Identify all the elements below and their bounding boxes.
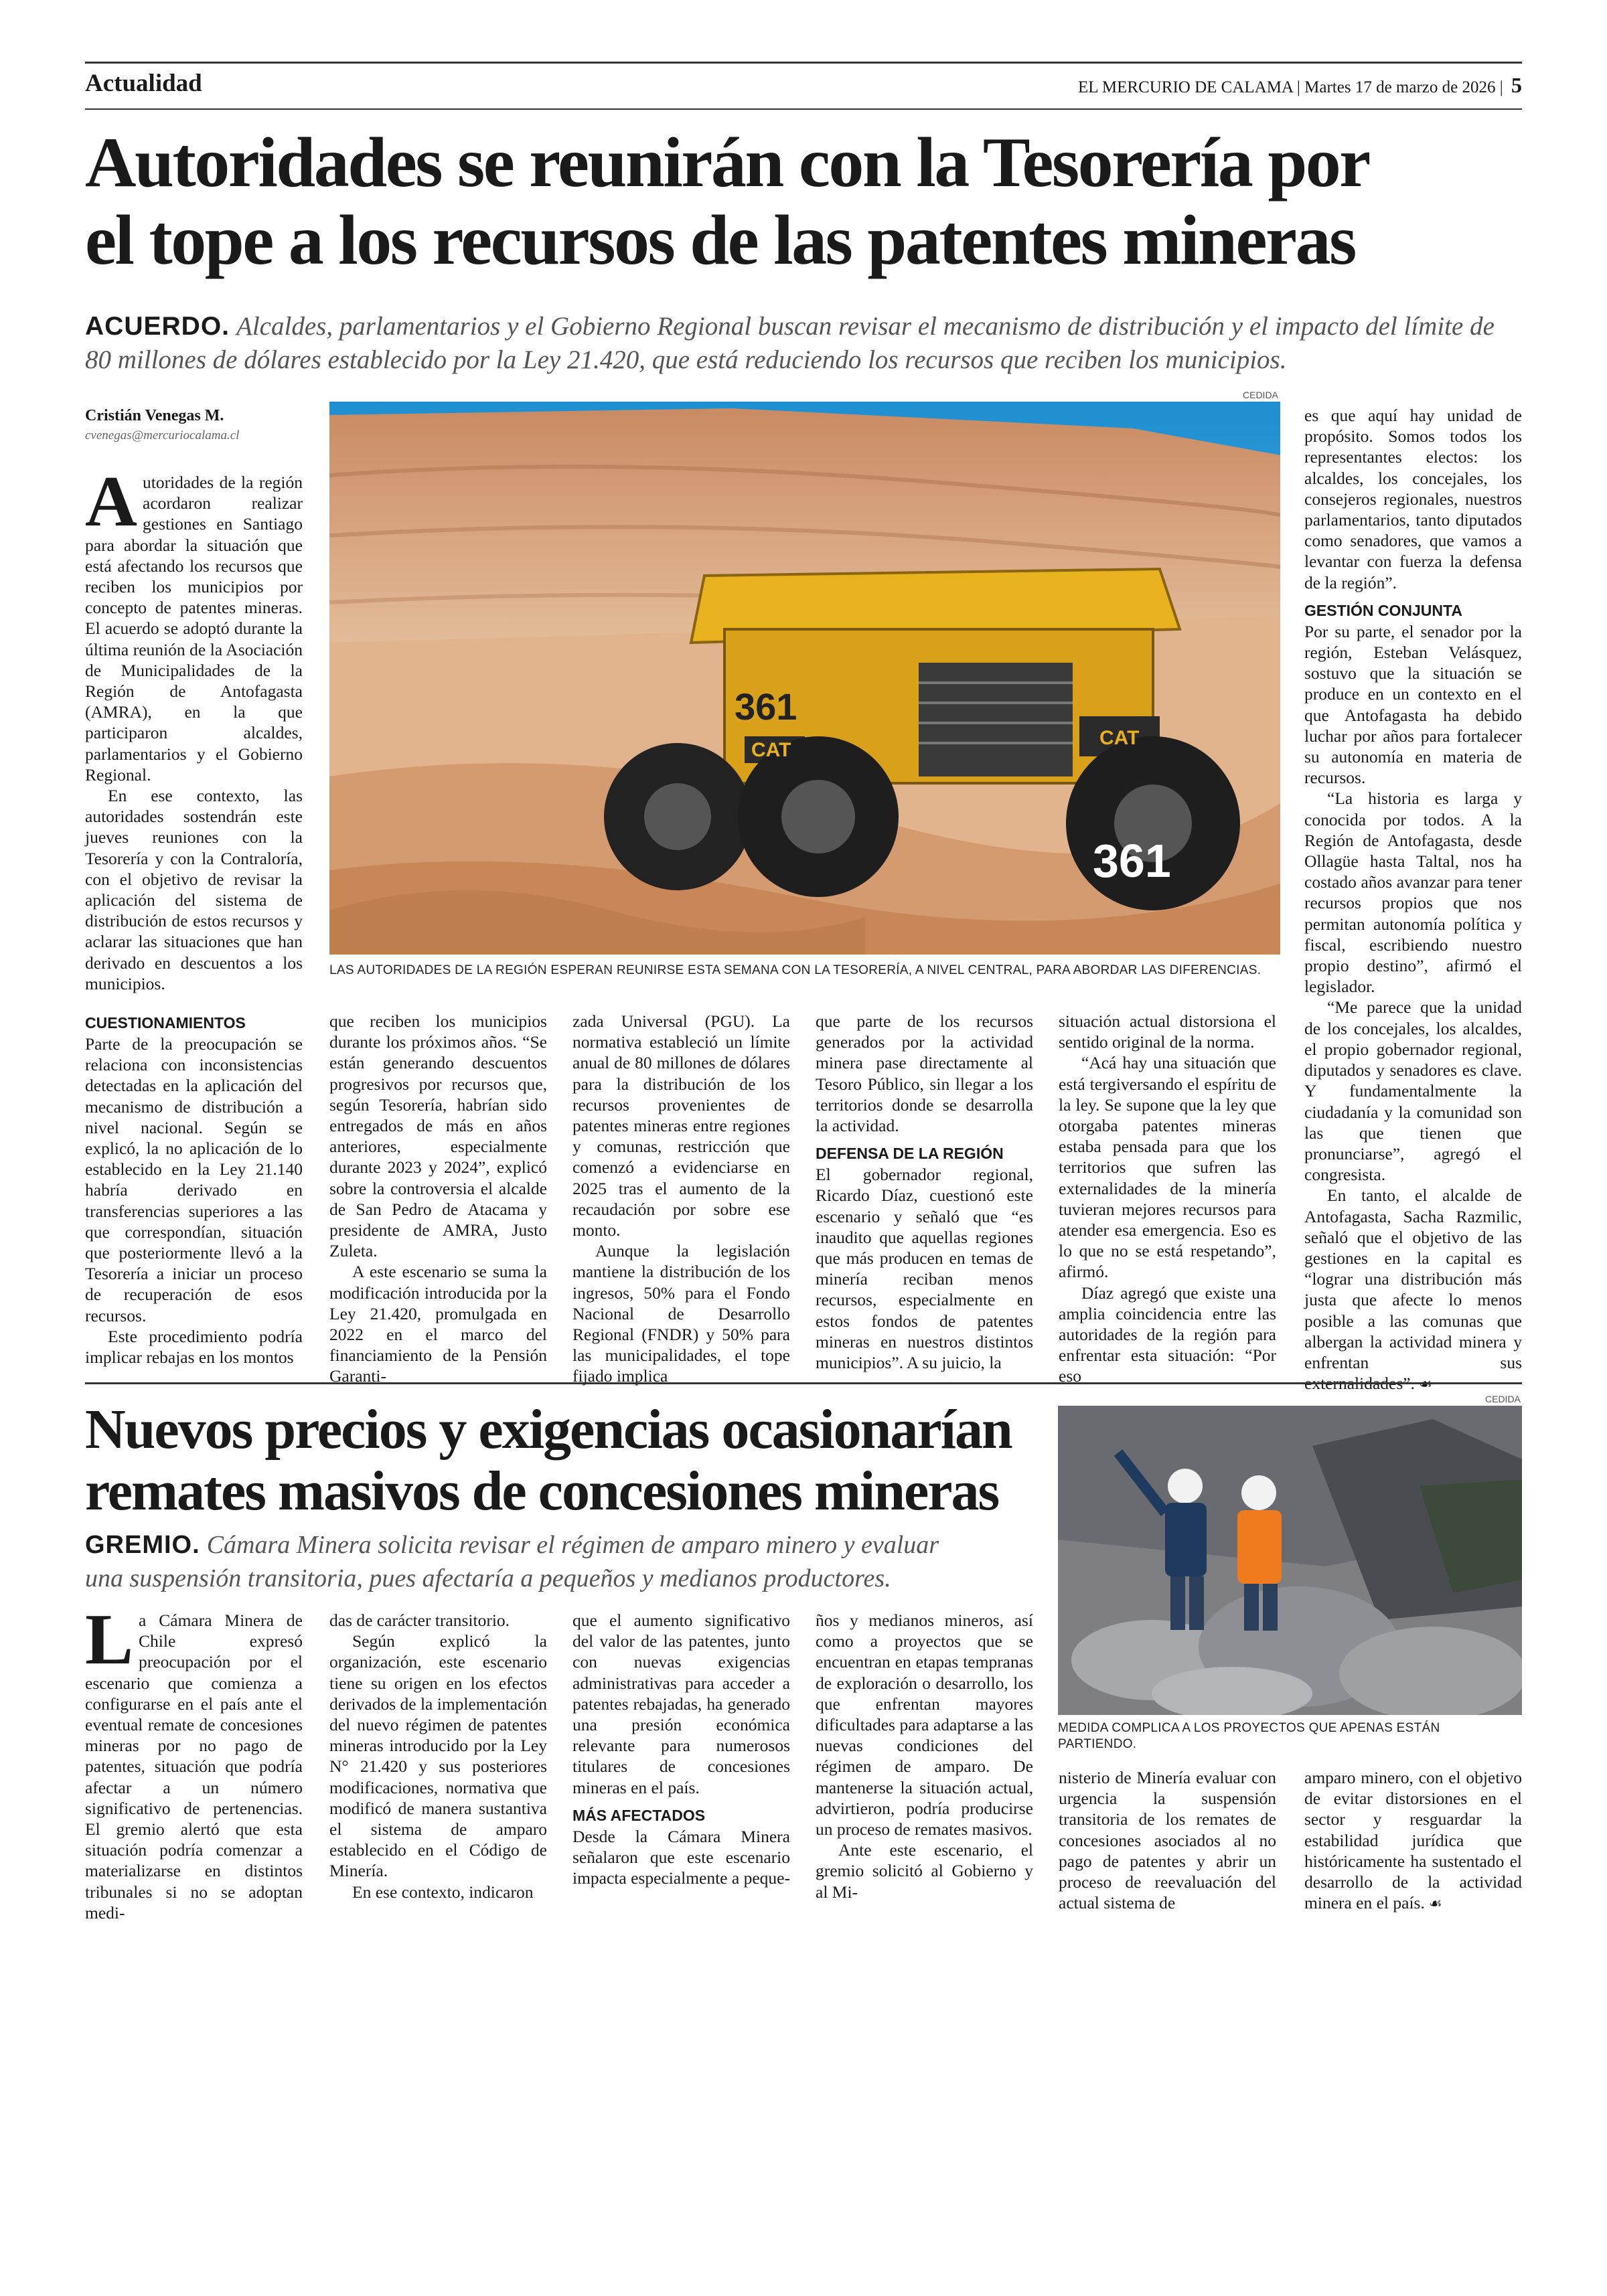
article1-kicker: ACUERDO. (85, 312, 230, 341)
article1-headline-line2: el tope a los recursos de las patentes mineras (85, 201, 1355, 279)
photo2-caption: MEDIDA COMPLICA A LOS PROYECTOS QUE APENAS ESTÁN PARTIENDO. (1058, 1721, 1440, 1751)
article1-paragraph: “Acá hay una situación que está tergiversando el espíritu de la ley. Se supone que la ley que otorgaba patentes mineras estaba pensada para que los territorios que sufren las externalidades de la minería tuvieran mejores recursos para atender esa emergencia. Eso es lo que no se está respetando”, afirmó. (1059, 1053, 1276, 1282)
article1-paragraph: que parte de los recursos generados por la actividad minera pase directamente al Tesoro Público, sin llegar a los territorios donde se desarrolla la actividad. (816, 1011, 1033, 1136)
article1-paragraph: A este escenario se suma la modificación introducida por la Ley 21.420, promulgada en 2022 en el marco del financiamiento de la Pensión Garanti- (329, 1262, 547, 1386)
article2-dek-line2: una suspensión transitoria, pues afectaría a pequeños y medianos productores. (85, 1564, 891, 1592)
article2-column-4 (816, 1610, 1033, 1902)
article1-paragraph: Díaz agregó que existe una amplia coincidencia entre las autoridades de la región para enfrentar esta situación: “Por eso (1059, 1283, 1276, 1386)
article-end-icon: ☙ (1428, 1896, 1442, 1913)
article1-column-5 (1059, 1011, 1276, 1387)
article1-dropcap: A (85, 462, 137, 542)
article1-paragraph: Por su parte, el senador por la región, Esteban Velásquez, sostuvo que la situación se produce en un contexto en el que Antofagasta ha debido luchar por años para fortalecer su autonomía en materia de recursos. (1304, 621, 1522, 788)
author-name: Cristián Venegas M. (85, 407, 224, 424)
article2-paragraph: ños y medianos mineros, así como a proyectos que se encuentran en etapas tempranas de exploración o desarrollo, los que enfrentan mayores dificultades para adaptarse a las nuevas condiciones del régimen de amparo. De mantenerse la situación actual, advirtieron, podría producirse un proceso de remates masivos. (816, 1611, 1033, 1839)
article2-kicker: GREMIO. (85, 1531, 200, 1559)
article2-dek-line1: GREMIO. Cámara Minera solicita revisar el régimen de amparo minero y evaluar (85, 1531, 939, 1559)
article2-column-3 (572, 1610, 790, 1888)
page-number: 5 (1511, 73, 1522, 97)
article1-column-2 (329, 1011, 547, 1387)
article2-paragraph: Según explicó la organización, este escenario tiene su origen en los efectos derivados de la implementación del nuevo régimen de patentes mineras introducido por la Ley N° 21.420 y sus posteriores modificaciones, normativa que modificó de manera sustantiva el sistema de amparo establecido en el Código de Minería. (329, 1631, 548, 1881)
truck-illustration (329, 402, 1280, 955)
article2-paragraph: Ante este escenario, el gremio solicitó al Gobierno y al Mi- (816, 1840, 1033, 1902)
article2-paragraph: Desde la Cámara Minera señalaron que este escenario impacta especialmente a peque- (572, 1826, 790, 1888)
article1-dek-text: Alcaldes, parlamentarios y el Gobierno Regional buscan revisar el mecanismo de distribución y el impacto del límite de 80 millones de dólares establecido por la Ley 21.420, que está reduciendo los recursos que reciben los municipios. (85, 312, 1495, 374)
article2-headline-line1: Nuevos precios y exigencias ocasionarían (85, 1398, 1012, 1461)
article1-paragraph: zada Universal (PGU). La normativa estableció un límite anual de 80 millones de dólares para la distribución de los recursos provenientes de patentes mineras entre regiones y comunas, restricción que comenzó a evidenciarse en 2025 tras el aumento de la recaudación por sobre ese monto. (572, 1011, 790, 1240)
article1-paragraph: En tanto, el alcalde de Antofagasta, Sacha Razmilic, señaló que el objetivo de las gestiones en la capital es “lograr una distribución más justa que afecte lo menos posible a las comunas que albergan la actividad minera y enfrentan sus externalidades”. (1304, 1185, 1522, 1394)
truck-brand-label: CAT (751, 739, 791, 761)
article1-paragraph: utoridades de la región acordaron realizar gestiones en Santiago para abordar la situación que está afectando los recursos que reciben los municipios por concepto de patentes mineras. El acuerdo se adoptó durante la última reunión de la Asociación de Municipalidades de la Región de Antofagasta (AMRA), en la que participaron alcaldes, parlamentarios y el Gobierno Regional. (85, 473, 303, 785)
article2-paragraph: En ese contexto, indicaron (352, 1882, 534, 1902)
article2-column-5 (1059, 1767, 1276, 1913)
article2-paragraph: a Cámara Minera de Chile expresó preocupación por el escenario que comienza a configurarse en el país ante el eventual remate de concesiones mineras por no pago de patentes, situación que podría afectar a un número significativo de pertenencias. El gremio alertó que esta situación podría comenzar a materializarse en distintos tribunales si no se adoptan medi- (85, 1611, 303, 1922)
page-header (85, 62, 1522, 110)
article1-paragraph: El gobernador regional, Ricardo Díaz, cuestionó este escenario y señaló que “es inaudito que aquellas regiones que más producen en temas de minería reciban menos recursos, especialmente en estos fondos de patentes mineras en nuestros distintos municipios”. A su juicio, la (816, 1165, 1033, 1373)
truck-brand-label-2: CAT (1099, 727, 1140, 749)
article1-paragraph: es que aquí hay unidad de propósito. Somos todos los representantes electos: los alcaldes, los concejales, los consejeros regionales, nuestros parlamentarios, tanto diputados como senadores, que vamos a levantar con fuerza la defensa de la región”. (1304, 406, 1522, 592)
issue-date: Martes 17 de marzo de 2026 (1304, 78, 1496, 96)
miners-photo (1058, 1406, 1522, 1715)
article1-headline-line1: Autoridades se reunirán con la Tesorería por (85, 123, 1369, 201)
truck-photo (329, 402, 1280, 955)
article1-column-1 (85, 462, 303, 994)
article2-headline-line2: remates masivos de concesiones mineras (85, 1460, 999, 1522)
article1-column-4 (816, 1011, 1033, 1373)
article2-dek (85, 1528, 1063, 1595)
photo2-credit: CEDIDA (1485, 1394, 1521, 1404)
article1-paragraph: “Me parece que la unidad de los concejales, los alcaldes, el propio gobernador regional, diputados y senadores es clave. Y fundamentalmente la ciudadanía y la comunidad son las que tienen que pronunciarse”, agregó el congresista. (1304, 997, 1522, 1185)
subhead-defensa: DEFENSA DE LA REGIÓN (816, 1145, 1004, 1163)
truck-number-label-2: 361 (1093, 835, 1171, 887)
article1-dek (85, 310, 1522, 377)
section-name: Actualidad (85, 70, 202, 97)
article1-paragraph: Aunque la legislación mantiene la distribución de los ingresos, 50% para el Fondo Nacional de Desarrollo Regional (FNDR) y 50% para las municipalidades, el tope fijado implica (572, 1241, 790, 1386)
article2-column-1 (85, 1600, 303, 1923)
subhead-gestion: GESTIÓN CONJUNTA (1304, 601, 1462, 619)
article1-column-1-lower (85, 1005, 303, 1368)
publication-name: EL MERCURIO DE CALAMA (1078, 78, 1293, 96)
article2-column-6 (1304, 1767, 1522, 1914)
author-email: cvenegas@mercuriocalama.cl (85, 428, 240, 442)
article1-paragraph: “La historia es larga y conocida por todos. A la Región de Antofagasta, desde Ollagüe hasta Taltal, nos ha costado años avanzar para tener recursos propios que nos permitan autonomía política y fiscal, escribiendo nuestro propio destino”, afirmó el legislador. (1304, 789, 1522, 997)
article1-paragraph: Parte de la preocupación se relaciona con inconsistencias detectadas en la aplicación del mecanismo de distribución a nivel nacional. Según se explicó, la no aplicación de lo establecido en la Ley 21.140 habría derivado en transferencias superiores a las que correspondían, situación que posteriormente llevó a la Tesorería a iniciar un proceso de recuperación de esos recursos. (85, 1034, 303, 1325)
byline (85, 405, 313, 445)
article2-paragraph: amparo minero, con el objetivo de evitar distorsiones en el sector y resguardar la estabilidad jurídica que históricamente ha sustentado el desarrollo de la actividad minera en el país. (1304, 1768, 1522, 1913)
article2-paragraph: que el aumento significativo del valor de las patentes, junto con nuevas exigencias administrativas para acceder a patentes rebajadas, ha generado una presión económica relevante para numerosos titulares de concesiones mineras en el país. (572, 1611, 790, 1797)
article1-paragraph: En ese contexto, las autoridades sostendrán este jueves reuniones con la Tesorería y con la Contraloría, con el objetivo de revisar la aplicación del sistema de distribución de estos recursos y aclarar las situaciones que han derivado en descuentos a los municipios. (85, 786, 303, 993)
article2-paragraph: nisterio de Minería evaluar con urgencia la suspensión transitoria de los remates de concesiones asociados al no pago de patentes y abrir un proceso de reevaluación del actual sistema de (1059, 1768, 1276, 1913)
miners-illustration (1058, 1406, 1522, 1715)
truck-number-label: 361 (735, 685, 797, 728)
photo1-credit: CEDIDA (1243, 390, 1278, 400)
article1-column-6 (1304, 405, 1522, 1395)
article1-paragraph: situación actual distorsiona el sentido original de la norma. (1059, 1011, 1276, 1052)
article1-paragraph: Este procedimiento podría implicar rebajas en los montos (85, 1326, 303, 1368)
article2-column-2 (329, 1610, 547, 1902)
article-divider (85, 1382, 1522, 1384)
article1-paragraph: que reciben los municipios durante los próximos años. “Se están generando descuentos progresivos por recursos que, según Tesorería, habrían sido entregados de más en años anteriores, especialmente durante 2023 y 2024”, explicó sobre la controversia el alcalde de San Pedro de Atacama y presidente de AMRA, Justo Zuleta. (329, 1011, 547, 1261)
article-end-icon: ☙ (1418, 1376, 1432, 1394)
photo1-caption: LAS AUTORIDADES DE LA REGIÓN ESPERAN REUNIRSE ESTA SEMANA CON LA TESORERÍA, A NIVEL CENTRAL, PARA ABORDAR LAS DIFERENCIAS. (329, 963, 1261, 977)
article2-dropcap: L (85, 1600, 134, 1679)
header-info: EL MERCURIO DE CALAMA | Martes 17 de marzo de 2026 | 5 (1078, 73, 1522, 97)
article1-column-3 (572, 1011, 790, 1387)
subhead-mas-afectados: MÁS AFECTADOS (572, 1806, 706, 1824)
article2-paragraph: das de carácter transitorio. (329, 1611, 510, 1630)
subhead-cuestionamientos: CUESTIONAMIENTOS (85, 1014, 246, 1032)
